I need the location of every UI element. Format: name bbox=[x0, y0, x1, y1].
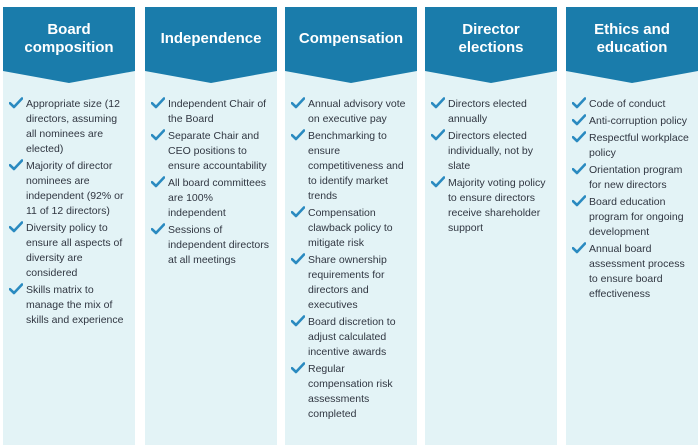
item-text: Respectful workplace policy bbox=[589, 132, 689, 159]
column-independence bbox=[145, 7, 277, 445]
list-item bbox=[151, 129, 269, 174]
item-text: Directors elected annually bbox=[448, 98, 527, 125]
item-text: Code of conduct bbox=[589, 98, 666, 110]
list-item bbox=[9, 221, 127, 281]
item-list bbox=[285, 71, 417, 422]
column-title: Compensation bbox=[298, 30, 404, 47]
item-text: Skills matrix to manage the mix of skills and experience bbox=[26, 284, 124, 326]
column-compensation bbox=[285, 7, 417, 445]
checkmark-icon bbox=[151, 176, 168, 190]
checkmark-icon bbox=[291, 97, 308, 111]
item-text: Board education program for ongoing development bbox=[589, 196, 684, 238]
checkmark-icon bbox=[291, 129, 308, 143]
list-item bbox=[572, 97, 690, 112]
item-text: Diversity policy to ensure all aspects of diversity are considered bbox=[26, 222, 123, 279]
checkmark-icon bbox=[291, 362, 308, 376]
column-header bbox=[285, 7, 417, 71]
checkmark-icon bbox=[572, 242, 589, 256]
item-text: Anti-corruption policy bbox=[589, 115, 688, 127]
list-item bbox=[9, 97, 127, 157]
checkmark-icon bbox=[572, 131, 589, 145]
column-header bbox=[425, 7, 557, 71]
item-text: Independent Chair of the Board bbox=[168, 98, 267, 125]
list-item bbox=[572, 242, 690, 302]
item-text: Orientation program for new directors bbox=[589, 164, 683, 191]
list-item bbox=[151, 97, 269, 127]
column-title: Board composition bbox=[24, 21, 114, 56]
list-item bbox=[291, 362, 409, 422]
item-text: Regular compensation risk assessments completed bbox=[308, 363, 393, 420]
checkmark-icon bbox=[431, 129, 448, 143]
list-item bbox=[291, 129, 409, 204]
item-text: All board committees are 100% independent bbox=[168, 177, 267, 219]
item-text: Board discretion to adjust calculated incentive awards bbox=[308, 316, 396, 358]
list-item bbox=[572, 195, 690, 240]
list-item bbox=[431, 129, 549, 174]
item-list bbox=[3, 71, 135, 328]
list-item bbox=[151, 176, 269, 221]
column-director-elections bbox=[425, 7, 557, 445]
item-text: Sessions of independent directors at all meetings bbox=[168, 224, 269, 266]
item-text: Annual advisory vote on executive pay bbox=[308, 98, 406, 125]
item-list bbox=[425, 71, 557, 236]
checkmark-icon bbox=[151, 223, 168, 237]
column-title: Ethics and education bbox=[594, 21, 670, 56]
item-text: Appropriate size (12 directors, assuming all nominees are elected) bbox=[26, 98, 120, 155]
column-ethics-and-education bbox=[566, 7, 698, 445]
item-text: Share ownership requirements for directors and executives bbox=[308, 254, 387, 311]
item-text: Majority of director nominees are independent (92% or 11 of 12 directors) bbox=[26, 160, 124, 217]
list-item bbox=[572, 163, 690, 193]
checkmark-icon bbox=[572, 163, 589, 177]
checkmark-icon bbox=[9, 283, 26, 297]
item-list bbox=[145, 71, 277, 268]
list-item bbox=[291, 97, 409, 127]
list-item bbox=[572, 114, 690, 129]
item-text: Benchmarking to ensure competitiveness and to identify market trends bbox=[308, 130, 404, 202]
list-item bbox=[572, 131, 690, 161]
checkmark-icon bbox=[291, 315, 308, 329]
column-board-composition bbox=[3, 7, 135, 445]
checkmark-icon bbox=[431, 176, 448, 190]
list-item bbox=[291, 253, 409, 313]
column-title: Director elections bbox=[458, 21, 524, 56]
list-item bbox=[9, 283, 127, 328]
checkmark-icon bbox=[431, 97, 448, 111]
list-item bbox=[151, 223, 269, 268]
checkmark-icon bbox=[572, 97, 589, 111]
checkmark-icon bbox=[151, 97, 168, 111]
checkmark-icon bbox=[151, 129, 168, 143]
checkmark-icon bbox=[291, 206, 308, 220]
list-item bbox=[291, 315, 409, 360]
list-item bbox=[9, 159, 127, 219]
item-text: Separate Chair and CEO positions to ensure accountability bbox=[168, 130, 267, 172]
checkmark-icon bbox=[572, 195, 589, 209]
column-header bbox=[3, 7, 135, 71]
column-header bbox=[145, 7, 277, 71]
checkmark-icon bbox=[9, 221, 26, 235]
list-item bbox=[431, 176, 549, 236]
checkmark-icon bbox=[9, 159, 26, 173]
list-item bbox=[291, 206, 409, 251]
column-header bbox=[566, 7, 698, 71]
item-list bbox=[566, 71, 698, 302]
checkmark-icon bbox=[9, 97, 26, 111]
item-text: Compensation clawback policy to mitigate risk bbox=[308, 207, 393, 249]
item-text: Annual board assessment process to ensure board effectiveness bbox=[589, 243, 685, 300]
item-text: Directors elected individually, not by slate bbox=[448, 130, 534, 172]
checkmark-icon bbox=[291, 253, 308, 267]
list-item bbox=[431, 97, 549, 127]
checkmark-icon bbox=[572, 114, 589, 128]
item-text: Majority voting policy to ensure directors receive shareholder support bbox=[448, 177, 546, 234]
column-title: Independence bbox=[160, 30, 262, 47]
